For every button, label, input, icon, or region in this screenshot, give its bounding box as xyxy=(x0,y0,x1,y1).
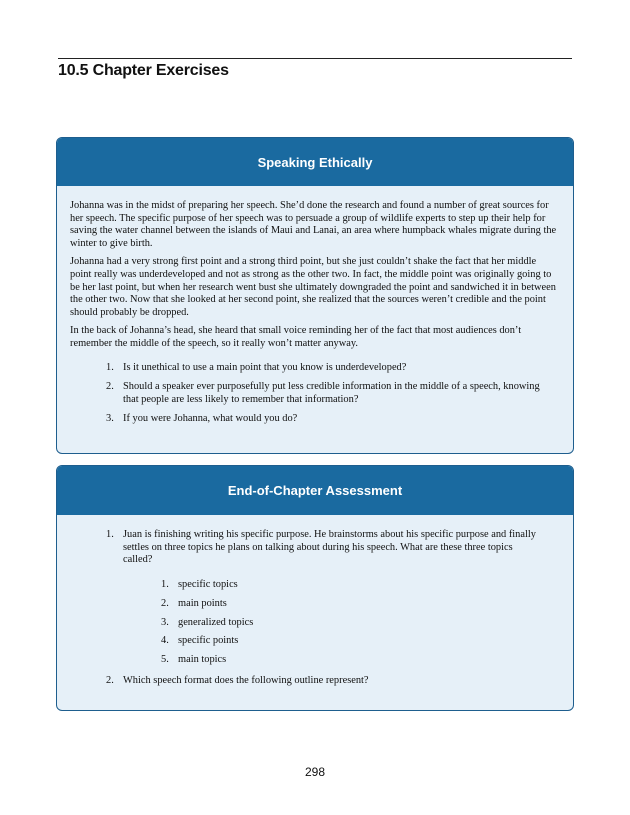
option-number: 1. xyxy=(161,578,169,590)
paragraph: Johanna was in the midst of preparing her speech. She’d done the research and found a number of great sources for her speech. The specific purpose of her speech was to persuade a group of wildlife experts to step up their help for saving the water channel between the islands of Maui and Lanai, an area where humpback whales migrate during the winter to give birth. xyxy=(70,200,557,249)
assessment-box xyxy=(56,465,574,711)
assessment-body xyxy=(57,515,573,688)
option-number: 3. xyxy=(161,616,169,628)
list-item xyxy=(106,381,545,406)
answer-option xyxy=(161,579,539,592)
speaking-ethically-heading: Speaking Ethically xyxy=(57,138,573,186)
list-item xyxy=(106,529,559,675)
paragraph: In the back of Johanna’s head, she heard that small voice reminding her of the fact that most audiences don’t remember the middle of the speech, so it really won’t matter anyway. xyxy=(70,325,522,349)
answer-option xyxy=(161,635,539,648)
option-number: 4. xyxy=(161,635,169,647)
list-item xyxy=(106,413,545,426)
item-number: 2. xyxy=(106,381,114,393)
answer-option xyxy=(161,598,539,611)
question-text: Juan is finishing writing his specific purpose. He brainstorms about his specific purpose and finally settles on three topics he plans on talking about during his speech. What are these three topics called? xyxy=(123,529,536,566)
answer-options xyxy=(161,579,539,667)
list-item xyxy=(106,362,545,375)
option-text: main points xyxy=(178,597,227,609)
speaking-ethically-body xyxy=(57,186,573,426)
item-number: 2. xyxy=(106,674,114,686)
item-number: 3. xyxy=(106,413,114,425)
item-text: Is it unethical to use a main point that you know is underdeveloped? xyxy=(123,361,407,373)
option-text: main topics xyxy=(178,654,227,666)
top-rule xyxy=(58,58,572,59)
question xyxy=(123,529,539,675)
page-number: 298 xyxy=(304,765,326,779)
item-text: If you were Johanna, what would you do? xyxy=(123,413,298,425)
page-title: 10.5 Chapter Exercises xyxy=(58,62,229,79)
paragraph: Johanna had a very strong first point and a strong third point, but she just couldn’t shake the fact that her middle point really was underdeveloped and not as strong as the other two. In fact, the middle point was originally going to be her last point, but when her research went bust she ultimately downgraded the point and sandwiched it in between the other two. Now that she looked at her second point, she realized that the sources weren’t credible and the point should probably be dropped. xyxy=(70,256,556,318)
list-item xyxy=(106,675,559,688)
question-text: Which speech format does the following outline represent? xyxy=(123,674,369,686)
assessment-questions xyxy=(106,529,559,688)
option-text: specific points xyxy=(178,635,239,647)
option-text: generalized topics xyxy=(178,616,254,628)
discussion-questions xyxy=(106,362,545,426)
option-number: 5. xyxy=(161,654,169,666)
option-number: 2. xyxy=(161,597,169,609)
item-number: 1. xyxy=(106,529,114,540)
answer-option xyxy=(161,617,539,630)
answer-option xyxy=(161,654,539,667)
speaking-ethically-box xyxy=(56,137,574,454)
assessment-heading: End-of-Chapter Assessment xyxy=(57,466,573,515)
item-text: Should a speaker ever purposefully put less credible information in the middle of a speech, knowing that people are less likely to remember that information? xyxy=(123,381,540,405)
option-text: specific topics xyxy=(178,578,238,590)
item-number: 1. xyxy=(106,361,114,373)
